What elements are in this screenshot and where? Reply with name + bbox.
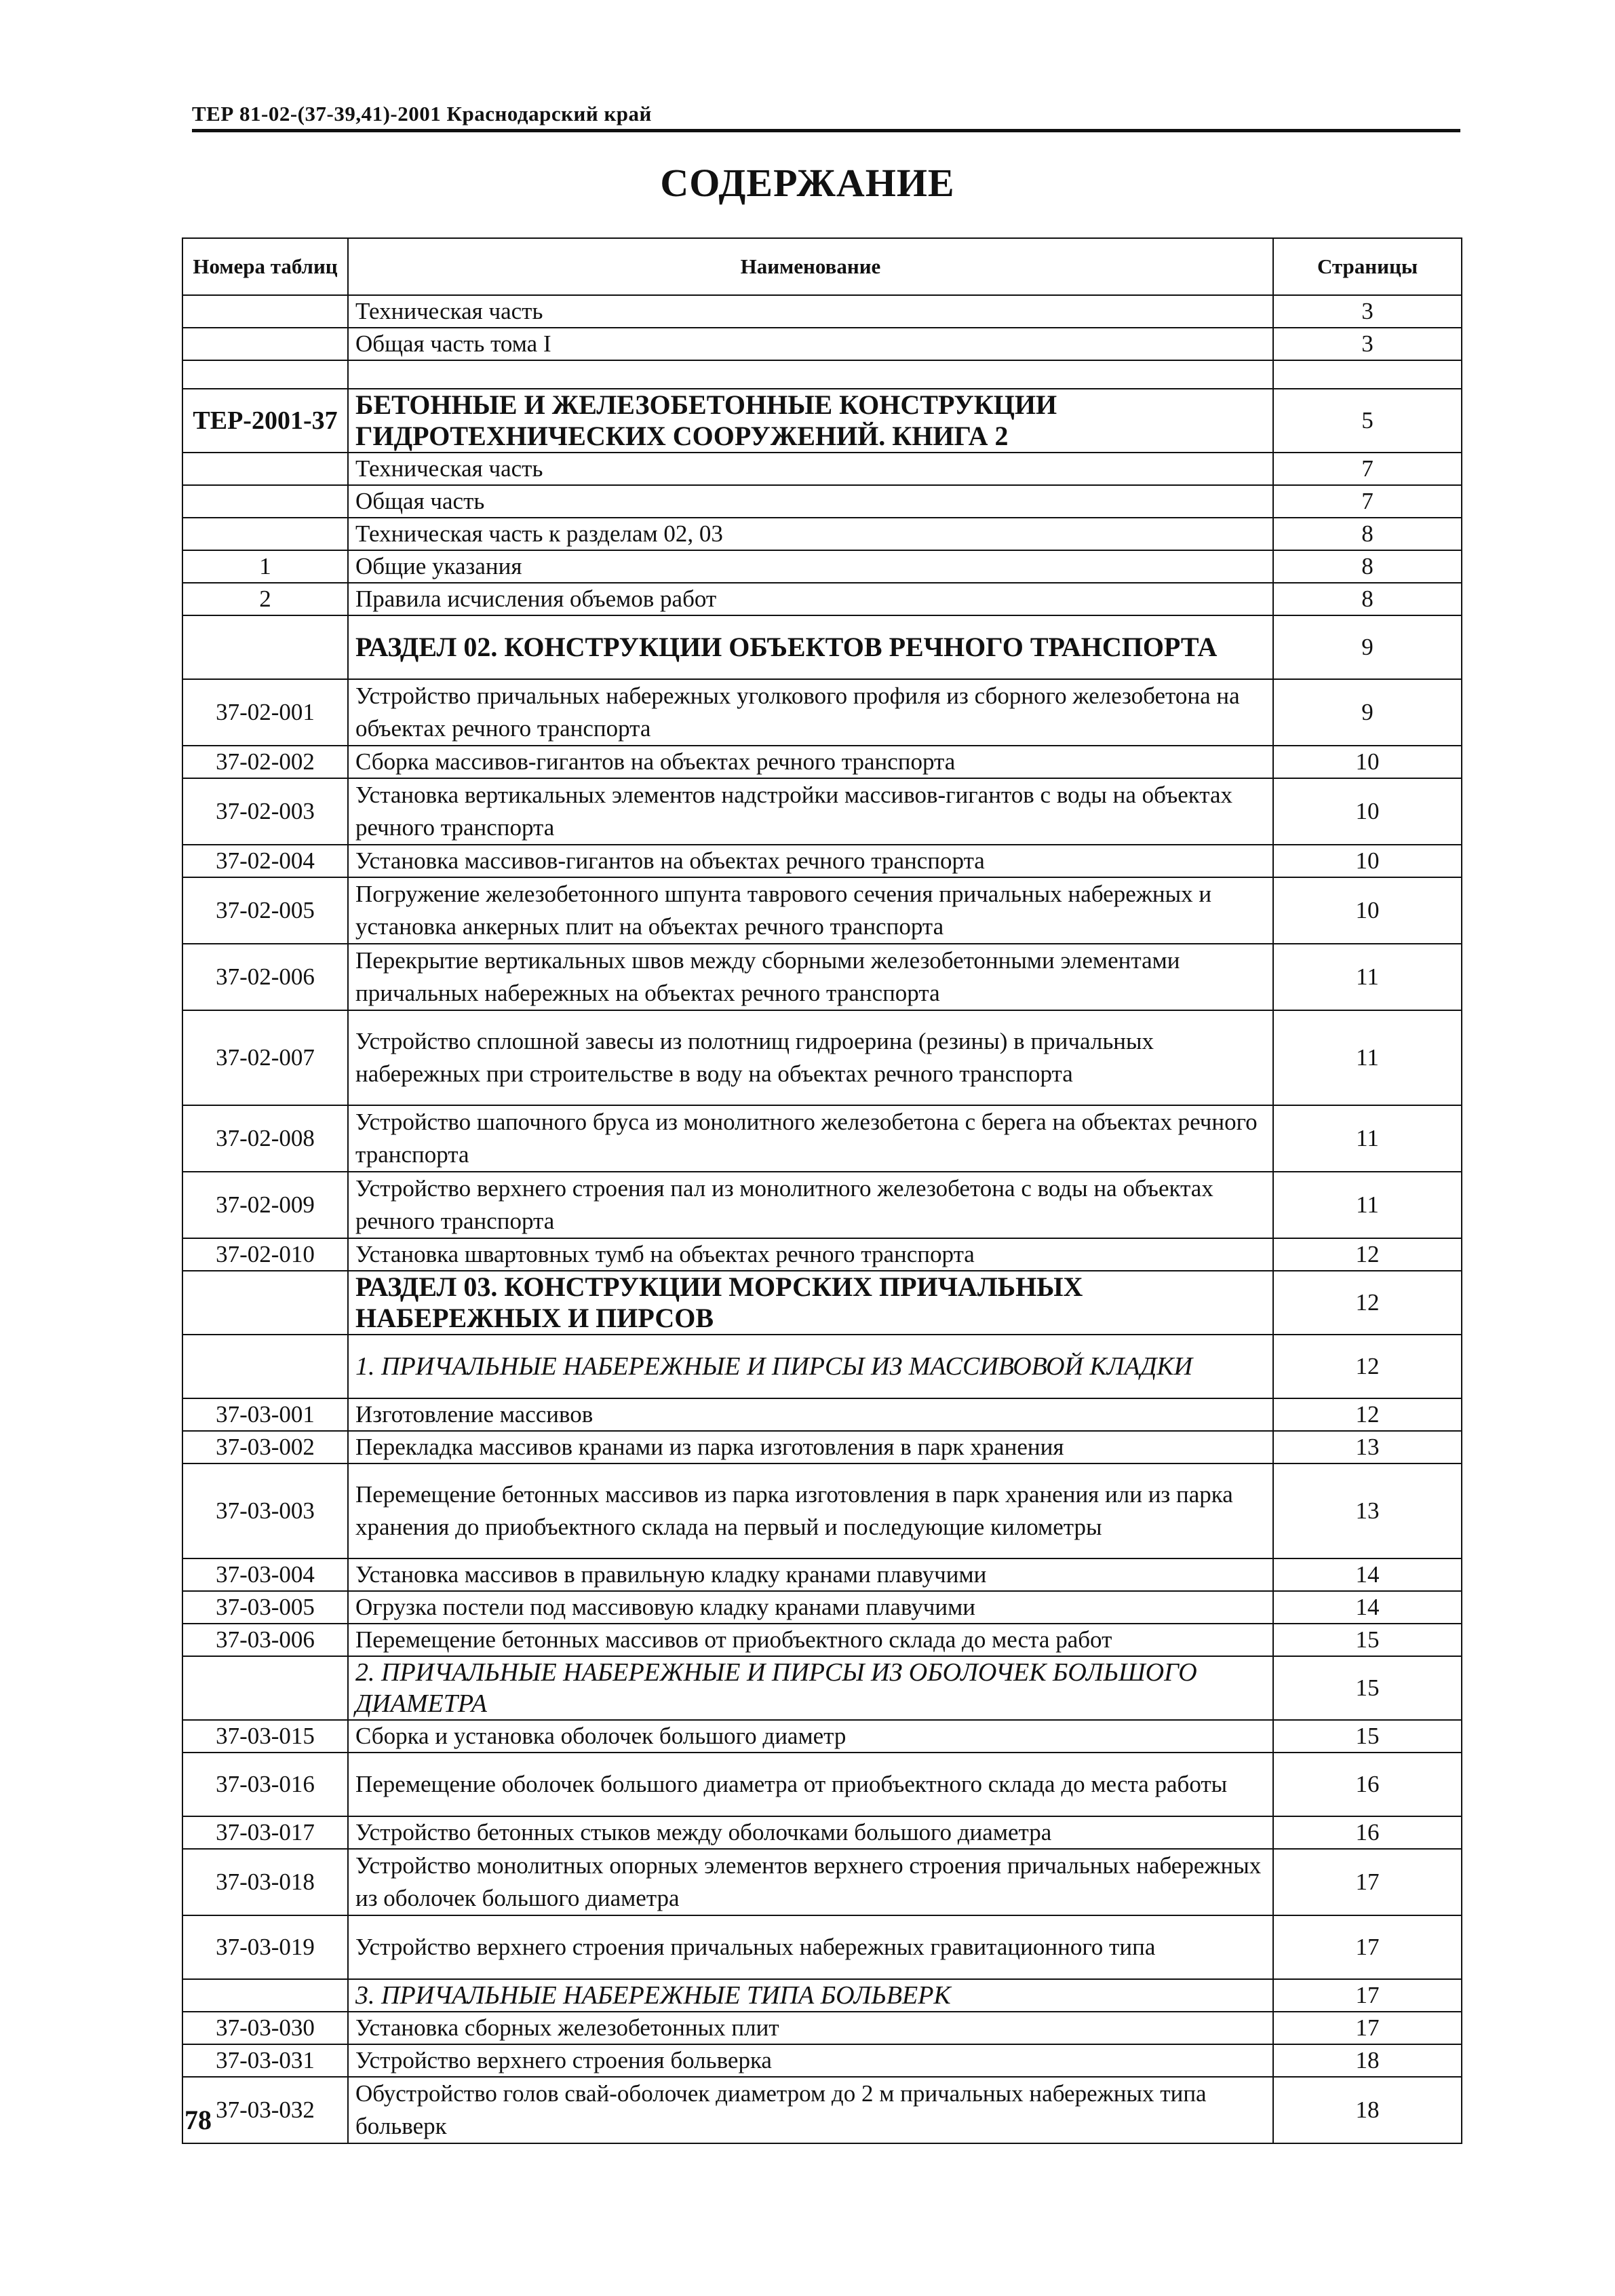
table-row	[182, 295, 1462, 328]
table-row	[182, 845, 1462, 877]
table-row	[182, 1271, 1462, 1335]
table-number-cell: 37-03-002	[182, 1431, 348, 1463]
table-name-cell: Установка массивов в правильную кладку кранами плавучими	[348, 1558, 1273, 1591]
table-page-cell: 13	[1273, 1463, 1462, 1558]
table-number-cell: 37-03-001	[182, 1398, 348, 1431]
table-name-cell: Обустройство голов свай-оболочек диаметром до 2 м причальных набережных типа больверк	[348, 2077, 1273, 2143]
table-page-cell: 17	[1273, 1915, 1462, 1979]
table-name-cell: Техническая часть к разделам 02, 03	[348, 518, 1273, 550]
table-page-cell: 11	[1273, 1172, 1462, 1238]
table-number-cell	[182, 1979, 348, 2012]
contents-table	[182, 237, 1462, 2144]
table-page-cell: 14	[1273, 1558, 1462, 1591]
table-page-cell: 17	[1273, 2012, 1462, 2044]
table-row	[182, 1463, 1462, 1558]
table-row	[182, 1172, 1462, 1238]
table-number-cell	[182, 518, 348, 550]
table-number-cell	[182, 295, 348, 328]
table-row	[182, 1238, 1462, 1271]
table-name-cell: Установка вертикальных элементов надстройки массивов-гигантов с воды на объектах речного транспорта	[348, 778, 1273, 845]
table-number-cell: 37-02-005	[182, 877, 348, 944]
table-name-cell: Устройство верхнего строения больверка	[348, 2044, 1273, 2077]
table-name-cell: Сборка и установка оболочек большого диаметр	[348, 1720, 1273, 1753]
header-rule	[192, 129, 1460, 132]
table-page-cell: 12	[1273, 1271, 1462, 1335]
table-row	[182, 583, 1462, 615]
table-name-cell: Перемещение оболочек большого диаметра от приобъектного склада до места работы	[348, 1753, 1273, 1816]
table-name-cell: Перемещение бетонных массивов из парка изготовления в парк хранения или из парка хранения до приобъектного склада на первый и последующие километры	[348, 1463, 1273, 1558]
table-number-cell: 37-03-006	[182, 1624, 348, 1656]
table-name-cell: Общая часть тома I	[348, 328, 1273, 360]
table-page-cell: 15	[1273, 1720, 1462, 1753]
table-row	[182, 328, 1462, 360]
page-title: СОДЕРЖАНИЕ	[660, 161, 955, 205]
table-page-cell: 10	[1273, 845, 1462, 877]
table-name-cell: Сборка массивов-гигантов на объектах речного транспорта	[348, 746, 1273, 778]
table-body	[182, 295, 1462, 2143]
table-name-cell: Погружение железобетонного шпунта таврового сечения причальных набережных и установка анкерных плит на объектах речного транспорта	[348, 877, 1273, 944]
table-page-cell: 15	[1273, 1656, 1462, 1720]
table-name-cell: Устройство шапочного бруса из монолитного железобетона с берега на объектах речного транспорта	[348, 1105, 1273, 1172]
table-row	[182, 746, 1462, 778]
table-row	[182, 877, 1462, 944]
table-page-cell: 10	[1273, 877, 1462, 944]
table-row	[182, 2012, 1462, 2044]
column-header-number: Номера таблиц	[182, 238, 348, 295]
table-row	[182, 1105, 1462, 1172]
table-number-cell: 37-03-031	[182, 2044, 348, 2077]
table-row	[182, 1849, 1462, 1915]
table-row	[182, 1398, 1462, 1431]
table-number-cell: 37-03-004	[182, 1558, 348, 1591]
table-name-cell: Изготовление массивов	[348, 1398, 1273, 1431]
table-name-cell: Устройство верхнего строения причальных набережных гравитационного типа	[348, 1915, 1273, 1979]
table-name-cell: Огрузка постели под массивовую кладку кранами плавучими	[348, 1591, 1273, 1624]
table-number-cell: 37-02-008	[182, 1105, 348, 1172]
document-header: ТЕР 81-02-(37-39,41)-2001 Краснодарский край	[192, 102, 652, 126]
table-page-cell: 11	[1273, 944, 1462, 1010]
table-page-cell: 17	[1273, 1979, 1462, 2012]
table-number-cell: 37-02-006	[182, 944, 348, 1010]
table-name-cell: Устройство верхнего строения пал из монолитного железобетона с воды на объектах речного транспорта	[348, 1172, 1273, 1238]
table-row	[182, 1720, 1462, 1753]
table-name-cell: Установка массивов-гигантов на объектах речного транспорта	[348, 845, 1273, 877]
table-number-cell: 1	[182, 550, 348, 583]
table-number-cell	[182, 453, 348, 485]
table-page-cell: 11	[1273, 1010, 1462, 1105]
table-number-cell	[182, 615, 348, 679]
table-row	[182, 615, 1462, 679]
table-number-cell: 37-02-007	[182, 1010, 348, 1105]
table-number-cell	[182, 360, 348, 389]
table-name-cell: Техническая часть	[348, 295, 1273, 328]
table-name-cell: Техническая часть	[348, 453, 1273, 485]
table-number-cell: 37-02-003	[182, 778, 348, 845]
table-page-cell: 7	[1273, 453, 1462, 485]
table-header-row	[182, 238, 1462, 295]
table-number-cell: 37-03-015	[182, 1720, 348, 1753]
table-number-cell: 37-03-003	[182, 1463, 348, 1558]
table-number-cell	[182, 1656, 348, 1720]
table-row	[182, 1591, 1462, 1624]
table-page-cell: 9	[1273, 615, 1462, 679]
table-page-cell: 13	[1273, 1431, 1462, 1463]
table-page-cell: 3	[1273, 295, 1462, 328]
table-page-cell: 12	[1273, 1335, 1462, 1398]
table-page-cell: 8	[1273, 518, 1462, 550]
table-number-cell: 37-03-018	[182, 1849, 348, 1915]
table-row	[182, 1558, 1462, 1591]
table-name-cell: Перекрытие вертикальных швов между сборными железобетонными элементами причальных набережных на объектах речного транспорта	[348, 944, 1273, 1010]
table-name-cell: Перекладка массивов кранами из парка изготовления в парк хранения	[348, 1431, 1273, 1463]
table-row	[182, 1431, 1462, 1463]
table-page-cell: 8	[1273, 550, 1462, 583]
table-page-cell: 16	[1273, 1753, 1462, 1816]
table-row	[182, 1656, 1462, 1720]
table-page-cell: 10	[1273, 746, 1462, 778]
table-page-cell	[1273, 360, 1462, 389]
table-page-cell: 12	[1273, 1398, 1462, 1431]
table-page-cell: 5	[1273, 389, 1462, 453]
table-page-cell: 3	[1273, 328, 1462, 360]
table-number-cell: 37-02-001	[182, 679, 348, 746]
table-row	[182, 518, 1462, 550]
table-name-cell	[348, 360, 1273, 389]
table-row	[182, 1335, 1462, 1398]
table-row	[182, 679, 1462, 746]
table-row	[182, 485, 1462, 518]
table-number-cell	[182, 328, 348, 360]
table-number-cell	[182, 1335, 348, 1398]
table-page-cell: 17	[1273, 1849, 1462, 1915]
table-number-cell: 37-02-009	[182, 1172, 348, 1238]
table-row	[182, 360, 1462, 389]
table-row	[182, 1010, 1462, 1105]
table-number-cell: 37-03-005	[182, 1591, 348, 1624]
table-number-cell: 37-03-016	[182, 1753, 348, 1816]
table-row	[182, 1979, 1462, 2012]
table-name-cell: Правила исчисления объемов работ	[348, 583, 1273, 615]
table-number-cell: ТЕР-2001-37	[182, 389, 348, 453]
table-page-cell: 18	[1273, 2077, 1462, 2143]
table-name-cell: 2. ПРИЧАЛЬНЫЕ НАБЕРЕЖНЫЕ И ПИРСЫ ИЗ ОБОЛОЧЕК БОЛЬШОГО ДИАМЕТРА	[348, 1656, 1273, 1720]
table-page-cell: 11	[1273, 1105, 1462, 1172]
table-name-cell: БЕТОННЫЕ И ЖЕЛЕЗОБЕТОННЫЕ КОНСТРУКЦИИ ГИДРОТЕХНИЧЕСКИХ СООРУЖЕНИЙ. КНИГА 2	[348, 389, 1273, 453]
table-name-cell: Устройство причальных набережных уголкового профиля из сборного железобетона на объектах речного транспорта	[348, 679, 1273, 746]
table-name-cell: Устройство сплошной завесы из полотнищ гидроерина (резины) в причальных набережных при строительстве в воду на объектах речного транспорта	[348, 1010, 1273, 1105]
table-page-cell: 18	[1273, 2044, 1462, 2077]
table-page-cell: 9	[1273, 679, 1462, 746]
table-row	[182, 389, 1462, 453]
column-header-name: Наименование	[348, 238, 1273, 295]
table-page-cell: 7	[1273, 485, 1462, 518]
page-number: 78	[184, 2105, 212, 2135]
table-name-cell: РАЗДЕЛ 02. КОНСТРУКЦИИ ОБЪЕКТОВ РЕЧНОГО ТРАНСПОРТА	[348, 615, 1273, 679]
table-name-cell: Перемещение бетонных массивов от приобъектного склада до места работ	[348, 1624, 1273, 1656]
table-name-cell: 1. ПРИЧАЛЬНЫЕ НАБЕРЕЖНЫЕ И ПИРСЫ ИЗ МАССИВОВОЙ КЛАДКИ	[348, 1335, 1273, 1398]
table-number-cell	[182, 1271, 348, 1335]
table-row	[182, 778, 1462, 845]
table-row	[182, 1915, 1462, 1979]
table-name-cell: Установка швартовных тумб на объектах речного транспорта	[348, 1238, 1273, 1271]
table-number-cell: 37-03-017	[182, 1816, 348, 1849]
table-number-cell	[182, 485, 348, 518]
table-page-cell: 12	[1273, 1238, 1462, 1271]
table-number-cell: 37-03-030	[182, 2012, 348, 2044]
table-page-cell: 16	[1273, 1816, 1462, 1849]
table-number-cell: 37-03-032	[182, 2077, 348, 2143]
table-row	[182, 2077, 1462, 2143]
table-number-cell: 37-02-002	[182, 746, 348, 778]
column-header-pages: Страницы	[1273, 238, 1462, 295]
table-page-cell: 14	[1273, 1591, 1462, 1624]
table-name-cell: Устройство монолитных опорных элементов верхнего строения причальных набережных из оболочек большого диаметра	[348, 1849, 1273, 1915]
table-page-cell: 15	[1273, 1624, 1462, 1656]
table-row	[182, 944, 1462, 1010]
table-row	[182, 550, 1462, 583]
table-number-cell: 37-02-010	[182, 1238, 348, 1271]
table-number-cell: 2	[182, 583, 348, 615]
table-row	[182, 1624, 1462, 1656]
table-row	[182, 1753, 1462, 1816]
table-name-cell: Общая часть	[348, 485, 1273, 518]
table-number-cell: 37-03-019	[182, 1915, 348, 1979]
table-name-cell: Установка сборных железобетонных плит	[348, 2012, 1273, 2044]
table-number-cell: 37-02-004	[182, 845, 348, 877]
table-row	[182, 2044, 1462, 2077]
table-page-cell: 10	[1273, 778, 1462, 845]
table-page-cell: 8	[1273, 583, 1462, 615]
table-name-cell: Устройство бетонных стыков между оболочками большого диаметра	[348, 1816, 1273, 1849]
table-name-cell: 3. ПРИЧАЛЬНЫЕ НАБЕРЕЖНЫЕ ТИПА БОЛЬВЕРК	[348, 1979, 1273, 2012]
table-row	[182, 1816, 1462, 1849]
table-row	[182, 453, 1462, 485]
table-name-cell: РАЗДЕЛ 03. КОНСТРУКЦИИ МОРСКИХ ПРИЧАЛЬНЫХ НАБЕРЕЖНЫХ И ПИРСОВ	[348, 1271, 1273, 1335]
table-name-cell: Общие указания	[348, 550, 1273, 583]
